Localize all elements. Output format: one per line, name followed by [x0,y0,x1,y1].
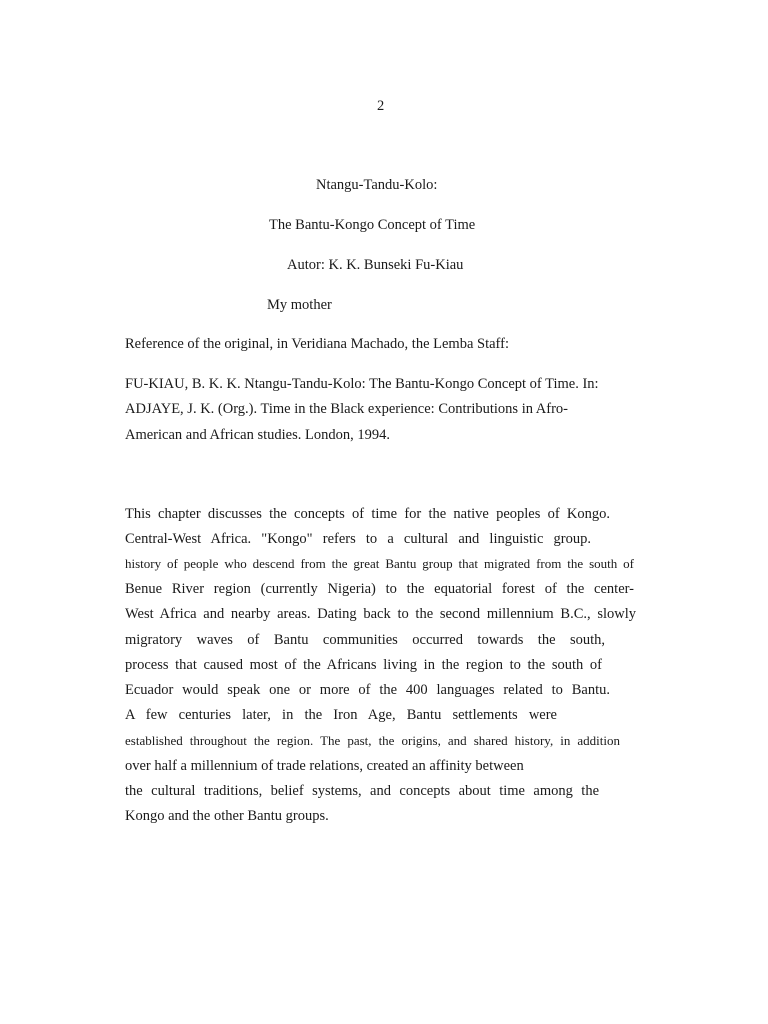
author-line: Autor: K. K. Bunseki Fu-Kiau [287,257,464,273]
body-line: process that caused most of the Africans living in the region to the south of [125,657,602,673]
body-line: the cultural traditions, belief systems, and concepts about time among the [125,783,599,799]
body-line: This chapter discusses the concepts of time for the native peoples of Kongo. [125,506,610,522]
document-subtitle: The Bantu-Kongo Concept of Time [269,217,476,233]
body-line: A few centuries later, in the Iron Age, Bantu settlements were [125,707,557,723]
dedication-line: My mother [267,297,332,313]
citation-line: American and African studies. London, 1994. [125,427,390,443]
body-line: established throughout the region. The past, the origins, and shared history, in addition [125,733,620,748]
reference-intro: Reference of the original, in Veridiana Machado, the Lemba Staff: [125,336,509,352]
body-line: Kongo and the other Bantu groups. [125,808,329,824]
body-line: over half a millennium of trade relations, created an affinity between [125,758,524,774]
document-title: Ntangu-Tandu-Kolo: [316,177,438,193]
citation-line: FU-KIAU, B. K. K. Ntangu-Tandu-Kolo: The Bantu-Kongo Concept of Time. In: [125,376,599,392]
body-line: West Africa and nearby areas. Dating back to the second millennium B.C., slowly [125,606,636,622]
body-line: Central-West Africa. "Kongo" refers to a cultural and linguistic group. [125,531,591,547]
citation-line: ADJAYE, J. K. (Org.). Time in the Black experience: Contributions in Afro- [125,401,569,417]
body-line: migratory waves of Bantu communities occurred towards the south, [125,632,605,648]
body-line: history of people who descend from the great Bantu group that migrated from the south of [125,556,634,571]
body-line: Benue River region (currently Nigeria) to the equatorial forest of the center- [125,581,634,597]
body-line: Ecuador would speak one or more of the 400 languages related to Bantu. [125,682,610,698]
page-number: 2 [377,98,385,114]
